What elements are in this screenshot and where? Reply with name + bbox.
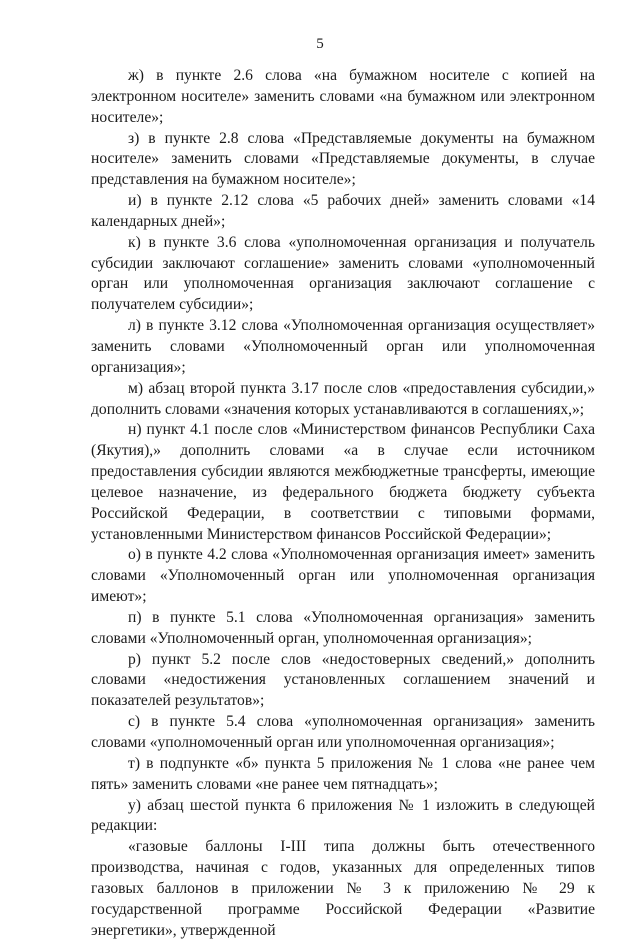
document-body (91, 66, 595, 941)
paragraph-n: н) пункт 4.1 после слов «Министерством финансов Республики Саха (Якутия),» дополнить словами «а в случае если источником предоставления субсидии являются межбюджетные трансферты, имеющие целевое назначение, из федерального бюджета бюджету субъекта Российской Федерации, в соответствии с типовыми формами, установленными Министерством финансов Российской Федерации»; (91, 421, 595, 543)
paragraph-z: з) в пункте 2.8 слова «Представляемые документы на бумажном носителе» заменить словами «Представляемые документы, в случае представления на бумажном носителе»; (91, 129, 595, 189)
paragraph-zh: ж) в пункте 2.6 слова «на бумажном носителе с копией на электронном носителе» заменить словами «на бумажном или электронном носителе»; (91, 67, 595, 126)
paragraph-l: л) в пункте 3.12 слова «Уполномоченная организация осуществляет» заменить словами «Уполномоченный орган или уполномоченная организация»; (91, 317, 595, 376)
paragraph-r: р) пункт 5.2 после слов «недостоверных сведений,» дополнить словами «недостижения установленных соглашением значений и показателей результатов»; (91, 650, 595, 710)
paragraph-m: м) абзац второй пункта 3.17 после слов «предоставления субсидии,» дополнить словами «значения которых устанавливаются в соглашениях,»; (91, 379, 595, 418)
paragraph-u: у) абзац шестой пункта 6 приложения № 1 изложить в следующей редакции: (91, 796, 595, 835)
paragraph-s: с) в пункте 5.4 слова «уполномоченная организация» заменить словами «уполномоченный орган или уполномоченная организация»; (91, 713, 595, 751)
page-number: 5 (316, 36, 324, 52)
paragraph-t: т) в подпункте «б» пункта 5 приложения № 1 слова «не ранее чем пять» заменить словами «не ранее чем пятнадцать»; (91, 754, 595, 793)
paragraph-quote: «газовые баллоны I-III типа должны быть отечественного производства, начиная с годов, указанных для определенных типов газовых баллонов в приложении № 3 к приложению № 29 к государственной программе Российской Федерации «Развитие энергетики», утвержденной (91, 838, 595, 939)
paragraph-i: и) в пункте 2.12 слова «5 рабочих дней» заменить словами «14 календарных дней»; (91, 192, 595, 230)
paragraph-o: о) в пункте 4.2 слова «Уполномоченная организация имеет» заменить словами «Уполномоченный орган или уполномоченная организация имеют»; (91, 546, 595, 606)
paragraph-k: к) в пункте 3.6 слова «уполномоченная организация и получатель субсидии заключают соглашение» заменить словами «уполномоченный орган или уполномоченная организация заключают соглашение с получателем субсидии»; (91, 233, 595, 314)
paragraph-p: п) в пункте 5.1 слова «Уполномоченная организация» заменить словами «Уполномоченный орган, уполномоченная организация»; (91, 608, 595, 647)
